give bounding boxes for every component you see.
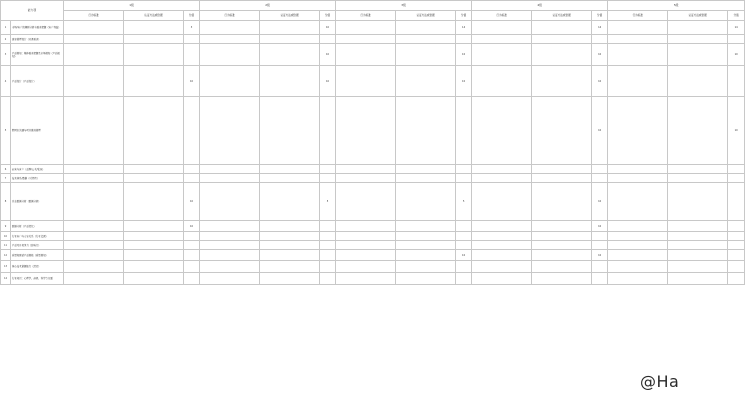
criteria-cell (200, 221, 260, 232)
table-row (1, 241, 745, 250)
row-index: 1 (1, 21, 11, 35)
criteria-cell (472, 241, 532, 250)
score-cell (728, 165, 745, 174)
cert-cell (260, 165, 320, 174)
cert-cell (396, 35, 456, 44)
score-cell (728, 35, 745, 44)
score-cell: 14 (592, 21, 608, 35)
criteria-cell (336, 273, 396, 285)
score-cell: 10 (592, 66, 608, 97)
cert-cell (532, 221, 592, 232)
cert-cell (668, 221, 728, 232)
table-row (1, 221, 745, 232)
criteria-cell (64, 261, 124, 273)
competency-name: 获客与客户（品牌/公关/私域） (11, 165, 64, 174)
row-index: 14 (1, 273, 11, 285)
table-row (1, 232, 745, 241)
criteria-cell (64, 174, 124, 183)
cert-cell (532, 21, 592, 35)
criteria-cell (200, 21, 260, 35)
criteria-cell (200, 66, 260, 97)
score-cell (184, 35, 200, 44)
criteria-cell (200, 250, 260, 261)
cert-header: 认证方法或依据 (396, 11, 456, 21)
criteria-cell (64, 165, 124, 174)
score-cell (184, 250, 200, 261)
score-cell: 10 (456, 250, 472, 261)
criteria-cell (472, 44, 532, 66)
competency-name: 跨团队沟通与项目推进管理 (11, 97, 64, 165)
score-cell (728, 174, 745, 183)
cert-cell (260, 97, 320, 165)
score-cell (320, 165, 336, 174)
score-cell (456, 232, 472, 241)
criteria-cell (472, 165, 532, 174)
score-header: 分值 (184, 11, 200, 21)
row-index: 11 (1, 241, 11, 250)
cert-cell (668, 66, 728, 97)
criteria-cell (608, 97, 668, 165)
cert-cell (668, 97, 728, 165)
cert-cell (260, 44, 320, 66)
criteria-cell (608, 232, 668, 241)
score-cell (320, 250, 336, 261)
row-index: 7 (1, 174, 11, 183)
score-header: 分值 (728, 11, 745, 21)
criteria-cell (64, 250, 124, 261)
table-row (1, 273, 745, 285)
criteria-cell (200, 35, 260, 44)
watermark-text: @Ha (640, 372, 680, 391)
score-cell: 10 (320, 44, 336, 66)
score-cell (728, 221, 745, 232)
cert-cell (124, 66, 184, 97)
table-row (1, 165, 745, 174)
competency-header: 能力项 (1, 1, 64, 21)
score-cell (728, 183, 745, 221)
cert-cell (532, 241, 592, 250)
level-4-header: 4级 (472, 1, 608, 11)
cert-cell (396, 232, 456, 241)
score-cell: 14 (728, 21, 745, 35)
competency-name: 产品规划：整体需求把握及市场规划（产品规划） (11, 44, 64, 66)
criteria-cell (64, 273, 124, 285)
cert-cell (260, 273, 320, 285)
score-cell (592, 174, 608, 183)
score-cell (456, 241, 472, 250)
cert-cell (396, 261, 456, 273)
cert-cell (124, 250, 184, 261)
score-cell (184, 241, 200, 250)
row-index: 8 (1, 183, 11, 221)
score-header: 分值 (592, 11, 608, 21)
cert-cell (124, 273, 184, 285)
criteria-header: 行为标准 (64, 11, 124, 21)
cert-cell (668, 250, 728, 261)
cert-cell (668, 165, 728, 174)
cert-cell (668, 21, 728, 35)
competency-name: 核心技术掌握能力（深度） (11, 261, 64, 273)
cert-cell (668, 44, 728, 66)
criteria-cell (608, 44, 668, 66)
score-cell (592, 35, 608, 44)
cert-cell (396, 21, 456, 35)
cert-cell (260, 35, 320, 44)
row-index: 9 (1, 221, 11, 232)
criteria-cell (200, 97, 260, 165)
criteria-cell (64, 21, 124, 35)
cert-cell (532, 273, 592, 285)
level-3-header: 3级 (336, 1, 472, 11)
criteria-cell (608, 221, 668, 232)
score-cell: 10 (184, 221, 200, 232)
score-header: 分值 (320, 11, 336, 21)
score-header: 分值 (456, 11, 472, 21)
criteria-cell (200, 232, 260, 241)
cert-cell (124, 44, 184, 66)
score-cell (456, 97, 472, 165)
cert-cell (532, 250, 592, 261)
cert-cell (124, 232, 184, 241)
cert-cell (532, 261, 592, 273)
score-cell (320, 261, 336, 273)
competency-name: 行业知识：心理学、商务、科学等方面 (11, 273, 64, 285)
criteria-cell (336, 232, 396, 241)
cert-cell (124, 35, 184, 44)
cert-cell (396, 241, 456, 250)
criteria-cell (200, 44, 260, 66)
cert-cell (396, 183, 456, 221)
score-cell: 10 (320, 66, 336, 97)
score-cell (728, 241, 745, 250)
competency-name: 产品设计（产品设计） (11, 66, 64, 97)
score-cell (456, 261, 472, 273)
criteria-cell (608, 174, 668, 183)
criteria-cell (64, 232, 124, 241)
score-cell: 10 (592, 183, 608, 221)
cert-cell (124, 165, 184, 174)
competency-name: 行业客户与专家关系（行业资源） (11, 232, 64, 241)
criteria-cell (336, 261, 396, 273)
criteria-cell (472, 21, 532, 35)
score-cell (592, 165, 608, 174)
score-cell (320, 221, 336, 232)
criteria-cell (200, 273, 260, 285)
criteria-cell (608, 241, 668, 250)
score-cell (592, 273, 608, 285)
score-cell (320, 232, 336, 241)
row-index: 5 (1, 97, 11, 165)
cert-cell (260, 183, 320, 221)
score-cell: 10 (592, 221, 608, 232)
score-cell (320, 97, 336, 165)
score-cell: 10 (456, 66, 472, 97)
table-row (1, 35, 745, 44)
criteria-cell (336, 66, 396, 97)
criteria-cell (336, 44, 396, 66)
score-cell (456, 35, 472, 44)
criteria-cell (472, 97, 532, 165)
cert-cell (124, 97, 184, 165)
criteria-cell (336, 250, 396, 261)
criteria-cell (472, 174, 532, 183)
cert-cell (260, 174, 320, 183)
score-cell (184, 97, 200, 165)
criteria-cell (472, 183, 532, 221)
competency-name: 产品对外竞争力（影响力） (11, 241, 64, 250)
table-row (1, 21, 745, 35)
level-1-header: 1级 (64, 1, 200, 11)
score-cell (728, 66, 745, 97)
cert-cell (532, 232, 592, 241)
criteria-cell (608, 261, 668, 273)
criteria-cell (336, 21, 396, 35)
criteria-cell (608, 21, 668, 35)
score-cell (728, 250, 745, 261)
criteria-cell (472, 273, 532, 285)
criteria-cell (64, 44, 124, 66)
score-cell (456, 165, 472, 174)
criteria-cell (608, 273, 668, 285)
cert-cell (532, 35, 592, 44)
competency-name: 需求管理设计（业务需求） (11, 35, 64, 44)
row-index: 4 (1, 66, 11, 97)
criteria-cell (64, 241, 124, 250)
cert-cell (396, 165, 456, 174)
table-row (1, 261, 745, 273)
cert-header: 认证方法或依据 (532, 11, 592, 21)
criteria-cell (200, 174, 260, 183)
row-index: 2 (1, 35, 11, 44)
score-cell (456, 221, 472, 232)
cert-cell (260, 261, 320, 273)
score-cell (592, 232, 608, 241)
criteria-cell (200, 241, 260, 250)
competency-name: 质量和测试产品规格（质量规划） (11, 250, 64, 261)
competency-name: 技术体系/数据（可持续） (11, 174, 64, 183)
table-row (1, 250, 745, 261)
criteria-cell (472, 221, 532, 232)
criteria-header: 行为标准 (608, 11, 668, 21)
criteria-cell (472, 261, 532, 273)
criteria-header: 行为标准 (472, 11, 532, 21)
cert-cell (124, 21, 184, 35)
cert-cell (668, 174, 728, 183)
cert-cell (260, 21, 320, 35)
criteria-cell (336, 221, 396, 232)
sub-header-row (1, 11, 745, 21)
criteria-cell (608, 250, 668, 261)
score-cell (592, 261, 608, 273)
score-cell: 10 (592, 250, 608, 261)
score-cell: 10 (184, 66, 200, 97)
cert-cell (396, 273, 456, 285)
level-header-row (1, 1, 745, 11)
level-5-header: 5级 (608, 1, 745, 11)
score-cell: 10 (592, 44, 608, 66)
score-cell (184, 261, 200, 273)
score-cell: 5 (456, 183, 472, 221)
score-cell: 10 (320, 21, 336, 35)
cert-cell (668, 261, 728, 273)
cert-cell (532, 165, 592, 174)
criteria-cell (64, 183, 124, 221)
table-row (1, 44, 745, 66)
cert-cell (532, 66, 592, 97)
competency-name: 市场/客户的调研分析与需求把握（客户利益） (11, 21, 64, 35)
table-row (1, 66, 745, 97)
cert-header: 认证方法或依据 (124, 11, 184, 21)
cert-cell (396, 221, 456, 232)
row-index: 10 (1, 232, 11, 241)
cert-cell (532, 97, 592, 165)
row-index: 12 (1, 250, 11, 261)
criteria-cell (336, 97, 396, 165)
level-2-header: 2级 (200, 1, 336, 11)
score-cell (456, 273, 472, 285)
cert-header: 认证方法或依据 (668, 11, 728, 21)
cert-header: 认证方法或依据 (260, 11, 320, 21)
score-cell (184, 44, 200, 66)
criteria-header: 行为标准 (336, 11, 396, 21)
score-cell (320, 241, 336, 250)
criteria-cell (64, 97, 124, 165)
score-cell (728, 232, 745, 241)
cert-cell (260, 66, 320, 97)
score-cell (728, 273, 745, 285)
criteria-cell (64, 35, 124, 44)
score-cell (592, 241, 608, 250)
table-row (1, 174, 745, 183)
competency-name: 日志数据分析（数据分析） (11, 183, 64, 221)
cert-cell (668, 232, 728, 241)
cert-cell (396, 174, 456, 183)
criteria-cell (472, 35, 532, 44)
score-cell (184, 273, 200, 285)
table-row (1, 97, 745, 165)
cert-cell (260, 250, 320, 261)
table-row (1, 183, 745, 221)
cert-cell (124, 183, 184, 221)
score-cell (320, 273, 336, 285)
cert-cell (668, 183, 728, 221)
cert-cell (532, 174, 592, 183)
cert-cell (260, 241, 320, 250)
cert-cell (260, 221, 320, 232)
cert-cell (124, 241, 184, 250)
criteria-cell (336, 241, 396, 250)
score-cell (456, 174, 472, 183)
criteria-cell (200, 165, 260, 174)
cert-cell (124, 174, 184, 183)
criteria-cell (64, 66, 124, 97)
cert-cell (260, 232, 320, 241)
criteria-header: 行为标准 (200, 11, 260, 21)
cert-cell (532, 44, 592, 66)
row-index: 13 (1, 261, 11, 273)
cert-cell (532, 183, 592, 221)
cert-cell (396, 250, 456, 261)
criteria-cell (472, 232, 532, 241)
cert-cell (668, 35, 728, 44)
cert-cell (124, 261, 184, 273)
row-index: 6 (1, 165, 11, 174)
criteria-cell (200, 261, 260, 273)
criteria-cell (336, 174, 396, 183)
score-cell: 3 (184, 21, 200, 35)
score-cell (728, 261, 745, 273)
cert-cell (396, 97, 456, 165)
criteria-cell (64, 221, 124, 232)
criteria-cell (472, 250, 532, 261)
score-cell: 10 (184, 183, 200, 221)
criteria-cell (608, 35, 668, 44)
criteria-cell (336, 165, 396, 174)
cert-cell (396, 66, 456, 97)
score-cell: 10 (728, 97, 745, 165)
cert-cell (668, 241, 728, 250)
score-cell (320, 35, 336, 44)
criteria-cell (608, 165, 668, 174)
criteria-cell (336, 35, 396, 44)
criteria-cell (608, 183, 668, 221)
criteria-cell (200, 183, 260, 221)
criteria-cell (336, 183, 396, 221)
score-cell: 14 (456, 21, 472, 35)
score-cell: 5 (320, 183, 336, 221)
score-cell: 10 (592, 97, 608, 165)
score-cell (184, 174, 200, 183)
cert-cell (396, 44, 456, 66)
score-cell (184, 232, 200, 241)
score-cell (320, 174, 336, 183)
score-cell (184, 165, 200, 174)
cert-cell (668, 273, 728, 285)
competency-name: 数据分析（产品优化） (11, 221, 64, 232)
score-cell: 10 (728, 44, 745, 66)
criteria-cell (472, 66, 532, 97)
criteria-cell (608, 66, 668, 97)
score-cell: 10 (456, 44, 472, 66)
cert-cell (124, 221, 184, 232)
row-index: 3 (1, 44, 11, 66)
